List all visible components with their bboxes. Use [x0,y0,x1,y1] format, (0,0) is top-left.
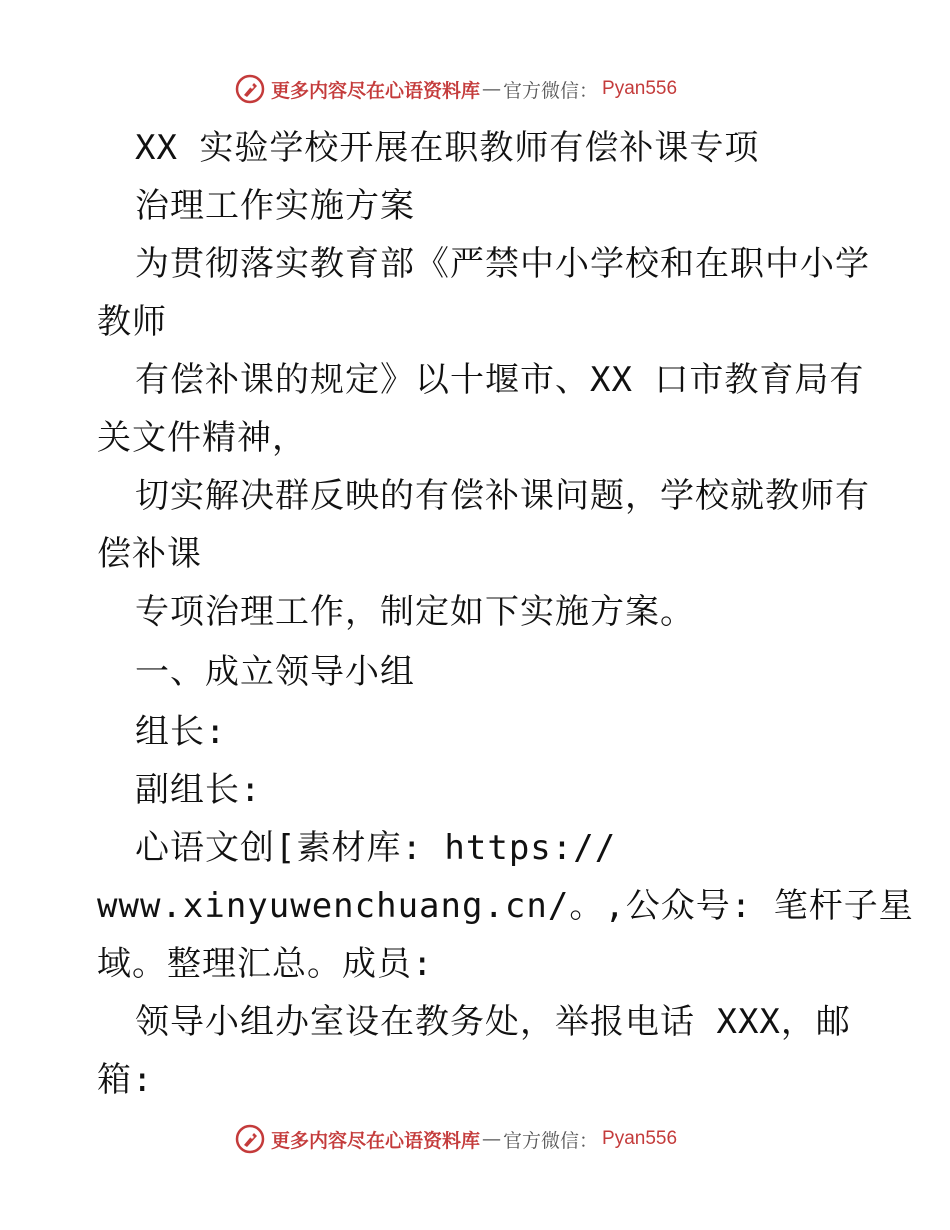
watermark-sub-text: 官方微信： [503,1129,599,1152]
watermark-main-text: 更多内容尽在心语资料库 [271,1129,481,1152]
title-line-2: 治理工作实施方案 [135,186,415,226]
body-line: 域。整理汇总。成员: [97,944,434,984]
body-line: 组长: [135,712,227,752]
pen-nib-logo-icon [235,1124,265,1154]
watermark-main-text: 更多内容尽在心语资料库 [271,79,481,102]
body-line: 专项治理工作，制定如下实施方案。 [135,592,695,632]
body-line: 偿补课 [97,534,202,574]
watermark-separator: — [482,78,502,100]
watermark-separator: — [482,1128,502,1150]
body-line: 副组长: [135,770,262,810]
body-line: 有偿补课的规定》以十堰市、XX 口市教育局有 [135,360,865,400]
title-line-1: XX 实验学校开展在职教师有偿补课专项 [135,128,760,168]
body-line: 关文件精神， [97,418,307,458]
footer-watermark [235,1122,677,1156]
body-line: 为贯彻落实教育部《严禁中小学校和在职中小学 [135,244,870,284]
body-line: 教师 [97,302,167,342]
watermark-sub-text: 官方微信： [503,79,599,102]
body-line: 箱: [97,1060,154,1100]
pen-nib-logo-icon [235,74,265,104]
watermark-wechat-id: Pyan556 [602,78,678,99]
body-line: 切实解决群反映的有偿补课问题，学校就教师有 [135,476,870,516]
header-watermark [235,72,677,106]
body-line: 心语文创[素材库: https:// [135,828,617,868]
watermark-wechat-id: Pyan556 [602,1128,678,1149]
body-line: 领导小组办室设在教务处，举报电话 XXX，邮 [135,1002,851,1042]
body-line: www.xinyuwenchuang.cn/。,公众号: 笔杆子星 [97,886,914,926]
section-heading: 一、成立领导小组 [135,652,415,692]
